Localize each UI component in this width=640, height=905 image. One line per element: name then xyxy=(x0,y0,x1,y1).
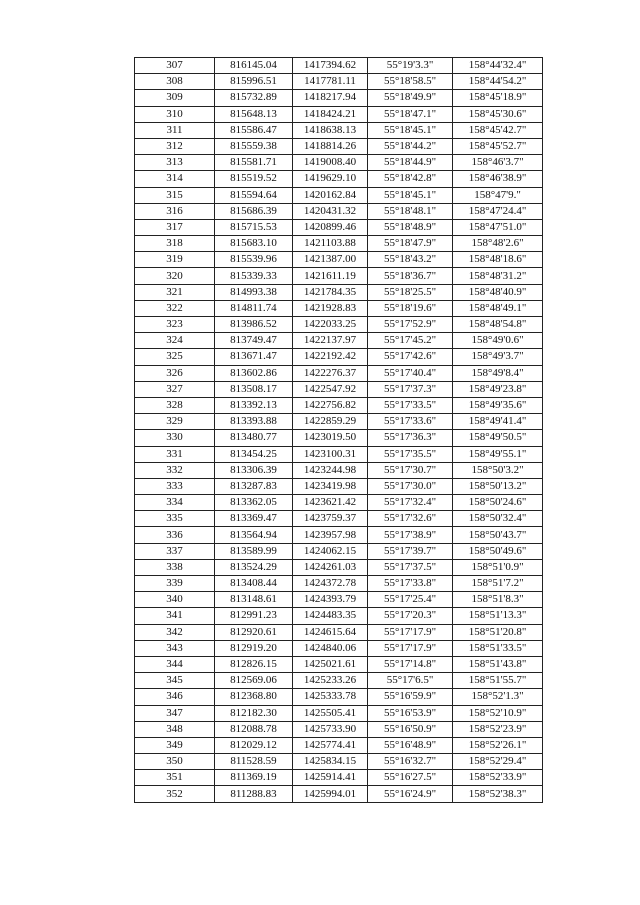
x-coordinate-cell: 815594.64 xyxy=(215,187,293,203)
y-coordinate-cell: 1425733.90 xyxy=(293,721,368,737)
latitude-cell: 55°19'3.3" xyxy=(368,58,453,74)
table-row xyxy=(135,462,543,478)
latitude-cell: 55°17'17.9" xyxy=(368,624,453,640)
table-row xyxy=(135,414,543,430)
y-coordinate-cell: 1421387.00 xyxy=(293,252,368,268)
table-row xyxy=(135,624,543,640)
x-coordinate-cell: 813508.17 xyxy=(215,381,293,397)
x-coordinate-cell: 812826.15 xyxy=(215,656,293,672)
point-number-cell: 344 xyxy=(135,656,215,672)
x-coordinate-cell: 815648.13 xyxy=(215,106,293,122)
table-row xyxy=(135,284,543,300)
x-coordinate-cell: 813480.77 xyxy=(215,430,293,446)
y-coordinate-cell: 1418814.26 xyxy=(293,138,368,154)
latitude-cell: 55°18'47.9" xyxy=(368,236,453,252)
longitude-cell: 158°52'10.9" xyxy=(453,705,543,721)
table-row xyxy=(135,300,543,316)
latitude-cell: 55°18'25.5" xyxy=(368,284,453,300)
x-coordinate-cell: 813671.47 xyxy=(215,349,293,365)
x-coordinate-cell: 815686.39 xyxy=(215,203,293,219)
latitude-cell: 55°17'40.4" xyxy=(368,365,453,381)
latitude-cell: 55°17'30.0" xyxy=(368,478,453,494)
y-coordinate-cell: 1424483.35 xyxy=(293,608,368,624)
latitude-cell: 55°18'44.2" xyxy=(368,138,453,154)
table-row xyxy=(135,365,543,381)
x-coordinate-cell: 815539.96 xyxy=(215,252,293,268)
longitude-cell: 158°48'40.9" xyxy=(453,284,543,300)
longitude-cell: 158°44'54.2" xyxy=(453,74,543,90)
x-coordinate-cell: 814811.74 xyxy=(215,300,293,316)
latitude-cell: 55°17'52.9" xyxy=(368,317,453,333)
x-coordinate-cell: 815715.53 xyxy=(215,219,293,235)
point-number-cell: 332 xyxy=(135,462,215,478)
y-coordinate-cell: 1423244.98 xyxy=(293,462,368,478)
point-number-cell: 339 xyxy=(135,576,215,592)
x-coordinate-cell: 811528.59 xyxy=(215,754,293,770)
latitude-cell: 55°18'42.8" xyxy=(368,171,453,187)
longitude-cell: 158°52'23.9" xyxy=(453,721,543,737)
point-number-cell: 340 xyxy=(135,592,215,608)
table-row xyxy=(135,478,543,494)
longitude-cell: 158°49'35.6" xyxy=(453,397,543,413)
latitude-cell: 55°17'20.3" xyxy=(368,608,453,624)
point-number-cell: 320 xyxy=(135,268,215,284)
y-coordinate-cell: 1424840.06 xyxy=(293,640,368,656)
x-coordinate-cell: 813306.39 xyxy=(215,462,293,478)
table-row xyxy=(135,397,543,413)
point-number-cell: 311 xyxy=(135,122,215,138)
latitude-cell: 55°16'48.9" xyxy=(368,737,453,753)
latitude-cell: 55°17'33.8" xyxy=(368,576,453,592)
longitude-cell: 158°49'50.5" xyxy=(453,430,543,446)
longitude-cell: 158°52'1.3" xyxy=(453,689,543,705)
latitude-cell: 55°18'19.6" xyxy=(368,300,453,316)
coordinates-table xyxy=(134,57,543,803)
point-number-cell: 333 xyxy=(135,478,215,494)
table-row xyxy=(135,349,543,365)
latitude-cell: 55°16'27.5" xyxy=(368,770,453,786)
longitude-cell: 158°44'32.4" xyxy=(453,58,543,74)
point-number-cell: 324 xyxy=(135,333,215,349)
x-coordinate-cell: 811369.19 xyxy=(215,770,293,786)
table-row xyxy=(135,106,543,122)
point-number-cell: 321 xyxy=(135,284,215,300)
latitude-cell: 55°17'39.7" xyxy=(368,543,453,559)
y-coordinate-cell: 1425834.15 xyxy=(293,754,368,770)
latitude-cell: 55°17'45.2" xyxy=(368,333,453,349)
longitude-cell: 158°51'13.3" xyxy=(453,608,543,624)
table-row xyxy=(135,786,543,802)
point-number-cell: 342 xyxy=(135,624,215,640)
x-coordinate-cell: 813148.61 xyxy=(215,592,293,608)
y-coordinate-cell: 1423100.31 xyxy=(293,446,368,462)
latitude-cell: 55°16'53.9" xyxy=(368,705,453,721)
y-coordinate-cell: 1421103.88 xyxy=(293,236,368,252)
longitude-cell: 158°51'33.5" xyxy=(453,640,543,656)
longitude-cell: 158°52'26.1" xyxy=(453,737,543,753)
table-row xyxy=(135,640,543,656)
point-number-cell: 336 xyxy=(135,527,215,543)
longitude-cell: 158°50'24.6" xyxy=(453,495,543,511)
x-coordinate-cell: 815519.52 xyxy=(215,171,293,187)
y-coordinate-cell: 1421928.83 xyxy=(293,300,368,316)
latitude-cell: 55°17'38.9" xyxy=(368,527,453,543)
y-coordinate-cell: 1424615.64 xyxy=(293,624,368,640)
longitude-cell: 158°48'31.2" xyxy=(453,268,543,284)
longitude-cell: 158°50'3.2" xyxy=(453,462,543,478)
longitude-cell: 158°45'42.7" xyxy=(453,122,543,138)
point-number-cell: 343 xyxy=(135,640,215,656)
x-coordinate-cell: 815683.10 xyxy=(215,236,293,252)
table-row xyxy=(135,187,543,203)
x-coordinate-cell: 813602.86 xyxy=(215,365,293,381)
y-coordinate-cell: 1422137.97 xyxy=(293,333,368,349)
longitude-cell: 158°52'38.3" xyxy=(453,786,543,802)
y-coordinate-cell: 1419629.10 xyxy=(293,171,368,187)
table-row xyxy=(135,527,543,543)
longitude-cell: 158°48'2.6" xyxy=(453,236,543,252)
point-number-cell: 317 xyxy=(135,219,215,235)
y-coordinate-cell: 1418638.13 xyxy=(293,122,368,138)
y-coordinate-cell: 1419008.40 xyxy=(293,155,368,171)
y-coordinate-cell: 1424372.78 xyxy=(293,576,368,592)
longitude-cell: 158°50'32.4" xyxy=(453,511,543,527)
latitude-cell: 55°18'45.1" xyxy=(368,122,453,138)
longitude-cell: 158°49'3.7" xyxy=(453,349,543,365)
longitude-cell: 158°47'51.0" xyxy=(453,219,543,235)
latitude-cell: 55°17'35.5" xyxy=(368,446,453,462)
point-number-cell: 334 xyxy=(135,495,215,511)
y-coordinate-cell: 1425505.41 xyxy=(293,705,368,721)
y-coordinate-cell: 1418217.94 xyxy=(293,90,368,106)
x-coordinate-cell: 811288.83 xyxy=(215,786,293,802)
x-coordinate-cell: 813564.94 xyxy=(215,527,293,543)
latitude-cell: 55°17'42.6" xyxy=(368,349,453,365)
y-coordinate-cell: 1423621.42 xyxy=(293,495,368,511)
latitude-cell: 55°18'36.7" xyxy=(368,268,453,284)
table-row xyxy=(135,203,543,219)
y-coordinate-cell: 1425914.41 xyxy=(293,770,368,786)
point-number-cell: 347 xyxy=(135,705,215,721)
table-row xyxy=(135,58,543,74)
longitude-cell: 158°45'18.9" xyxy=(453,90,543,106)
point-number-cell: 350 xyxy=(135,754,215,770)
y-coordinate-cell: 1421784.35 xyxy=(293,284,368,300)
table-row xyxy=(135,122,543,138)
table-row xyxy=(135,252,543,268)
x-coordinate-cell: 813589.99 xyxy=(215,543,293,559)
y-coordinate-cell: 1420899.46 xyxy=(293,219,368,235)
longitude-cell: 158°51'0.9" xyxy=(453,559,543,575)
table-row xyxy=(135,737,543,753)
longitude-cell: 158°47'9." xyxy=(453,187,543,203)
table-row xyxy=(135,592,543,608)
longitude-cell: 158°48'54.8" xyxy=(453,317,543,333)
y-coordinate-cell: 1422276.37 xyxy=(293,365,368,381)
x-coordinate-cell: 813408.44 xyxy=(215,576,293,592)
point-number-cell: 323 xyxy=(135,317,215,333)
latitude-cell: 55°17'25.4" xyxy=(368,592,453,608)
x-coordinate-cell: 813362.05 xyxy=(215,495,293,511)
latitude-cell: 55°17'37.3" xyxy=(368,381,453,397)
y-coordinate-cell: 1423019.50 xyxy=(293,430,368,446)
x-coordinate-cell: 815732.89 xyxy=(215,90,293,106)
latitude-cell: 55°18'45.1" xyxy=(368,187,453,203)
latitude-cell: 55°18'43.2" xyxy=(368,252,453,268)
x-coordinate-cell: 813986.52 xyxy=(215,317,293,333)
table-row xyxy=(135,608,543,624)
x-coordinate-cell: 815581.71 xyxy=(215,155,293,171)
table-row xyxy=(135,511,543,527)
latitude-cell: 55°17'14.8" xyxy=(368,656,453,672)
x-coordinate-cell: 813392.13 xyxy=(215,397,293,413)
longitude-cell: 158°49'23.8" xyxy=(453,381,543,397)
point-number-cell: 345 xyxy=(135,673,215,689)
table-row xyxy=(135,721,543,737)
point-number-cell: 315 xyxy=(135,187,215,203)
y-coordinate-cell: 1422756.82 xyxy=(293,397,368,413)
latitude-cell: 55°17'32.4" xyxy=(368,495,453,511)
table-row xyxy=(135,656,543,672)
latitude-cell: 55°17'30.7" xyxy=(368,462,453,478)
y-coordinate-cell: 1424062.15 xyxy=(293,543,368,559)
x-coordinate-cell: 813524.29 xyxy=(215,559,293,575)
longitude-cell: 158°46'38.9" xyxy=(453,171,543,187)
longitude-cell: 158°48'49.1" xyxy=(453,300,543,316)
table-row xyxy=(135,495,543,511)
longitude-cell: 158°50'13.2" xyxy=(453,478,543,494)
longitude-cell: 158°51'8.3" xyxy=(453,592,543,608)
y-coordinate-cell: 1422033.25 xyxy=(293,317,368,333)
table-row xyxy=(135,317,543,333)
point-number-cell: 331 xyxy=(135,446,215,462)
table-row xyxy=(135,754,543,770)
y-coordinate-cell: 1424393.79 xyxy=(293,592,368,608)
latitude-cell: 55°16'50.9" xyxy=(368,721,453,737)
x-coordinate-cell: 815586.47 xyxy=(215,122,293,138)
longitude-cell: 158°51'20.8" xyxy=(453,624,543,640)
x-coordinate-cell: 815339.33 xyxy=(215,268,293,284)
point-number-cell: 349 xyxy=(135,737,215,753)
point-number-cell: 318 xyxy=(135,236,215,252)
longitude-cell: 158°49'0.6" xyxy=(453,333,543,349)
longitude-cell: 158°45'52.7" xyxy=(453,138,543,154)
table-row xyxy=(135,689,543,705)
table-row xyxy=(135,171,543,187)
latitude-cell: 55°18'48.1" xyxy=(368,203,453,219)
latitude-cell: 55°18'58.5" xyxy=(368,74,453,90)
point-number-cell: 313 xyxy=(135,155,215,171)
point-number-cell: 319 xyxy=(135,252,215,268)
latitude-cell: 55°18'47.1" xyxy=(368,106,453,122)
point-number-cell: 338 xyxy=(135,559,215,575)
longitude-cell: 158°49'55.1" xyxy=(453,446,543,462)
y-coordinate-cell: 1420162.84 xyxy=(293,187,368,203)
point-number-cell: 325 xyxy=(135,349,215,365)
y-coordinate-cell: 1418424.21 xyxy=(293,106,368,122)
latitude-cell: 55°17'6.5" xyxy=(368,673,453,689)
table-row xyxy=(135,138,543,154)
x-coordinate-cell: 812991.23 xyxy=(215,608,293,624)
x-coordinate-cell: 812029.12 xyxy=(215,737,293,753)
latitude-cell: 55°17'32.6" xyxy=(368,511,453,527)
table-row xyxy=(135,770,543,786)
latitude-cell: 55°17'17.9" xyxy=(368,640,453,656)
longitude-cell: 158°52'33.9" xyxy=(453,770,543,786)
point-number-cell: 330 xyxy=(135,430,215,446)
point-number-cell: 352 xyxy=(135,786,215,802)
point-number-cell: 335 xyxy=(135,511,215,527)
y-coordinate-cell: 1424261.03 xyxy=(293,559,368,575)
x-coordinate-cell: 813749.47 xyxy=(215,333,293,349)
latitude-cell: 55°16'32.7" xyxy=(368,754,453,770)
x-coordinate-cell: 812919.20 xyxy=(215,640,293,656)
point-number-cell: 327 xyxy=(135,381,215,397)
point-number-cell: 309 xyxy=(135,90,215,106)
x-coordinate-cell: 812920.61 xyxy=(215,624,293,640)
longitude-cell: 158°47'24.4" xyxy=(453,203,543,219)
x-coordinate-cell: 812368.80 xyxy=(215,689,293,705)
point-number-cell: 351 xyxy=(135,770,215,786)
table-row xyxy=(135,559,543,575)
point-number-cell: 341 xyxy=(135,608,215,624)
table-row xyxy=(135,155,543,171)
y-coordinate-cell: 1423759.37 xyxy=(293,511,368,527)
x-coordinate-cell: 813287.83 xyxy=(215,478,293,494)
table-row xyxy=(135,74,543,90)
y-coordinate-cell: 1423957.98 xyxy=(293,527,368,543)
point-number-cell: 308 xyxy=(135,74,215,90)
latitude-cell: 55°16'59.9" xyxy=(368,689,453,705)
y-coordinate-cell: 1422547.92 xyxy=(293,381,368,397)
latitude-cell: 55°17'37.5" xyxy=(368,559,453,575)
y-coordinate-cell: 1425994.01 xyxy=(293,786,368,802)
x-coordinate-cell: 813454.25 xyxy=(215,446,293,462)
y-coordinate-cell: 1423419.98 xyxy=(293,478,368,494)
longitude-cell: 158°46'3.7" xyxy=(453,155,543,171)
y-coordinate-cell: 1425233.26 xyxy=(293,673,368,689)
y-coordinate-cell: 1420431.32 xyxy=(293,203,368,219)
y-coordinate-cell: 1422192.42 xyxy=(293,349,368,365)
latitude-cell: 55°16'24.9" xyxy=(368,786,453,802)
point-number-cell: 312 xyxy=(135,138,215,154)
x-coordinate-cell: 816145.04 xyxy=(215,58,293,74)
x-coordinate-cell: 812182.30 xyxy=(215,705,293,721)
x-coordinate-cell: 812088.78 xyxy=(215,721,293,737)
x-coordinate-cell: 815559.38 xyxy=(215,138,293,154)
longitude-cell: 158°45'30.6" xyxy=(453,106,543,122)
y-coordinate-cell: 1425333.78 xyxy=(293,689,368,705)
x-coordinate-cell: 815996.51 xyxy=(215,74,293,90)
point-number-cell: 322 xyxy=(135,300,215,316)
y-coordinate-cell: 1417394.62 xyxy=(293,58,368,74)
x-coordinate-cell: 812569.06 xyxy=(215,673,293,689)
x-coordinate-cell: 813369.47 xyxy=(215,511,293,527)
latitude-cell: 55°18'48.9" xyxy=(368,219,453,235)
point-number-cell: 329 xyxy=(135,414,215,430)
table-row xyxy=(135,430,543,446)
y-coordinate-cell: 1417781.11 xyxy=(293,74,368,90)
point-number-cell: 328 xyxy=(135,397,215,413)
table-row xyxy=(135,576,543,592)
longitude-cell: 158°49'41.4" xyxy=(453,414,543,430)
point-number-cell: 316 xyxy=(135,203,215,219)
table-row xyxy=(135,381,543,397)
longitude-cell: 158°51'55.7" xyxy=(453,673,543,689)
x-coordinate-cell: 814993.38 xyxy=(215,284,293,300)
y-coordinate-cell: 1425774.41 xyxy=(293,737,368,753)
table-row xyxy=(135,236,543,252)
table-body xyxy=(135,58,543,803)
point-number-cell: 307 xyxy=(135,58,215,74)
longitude-cell: 158°50'43.7" xyxy=(453,527,543,543)
longitude-cell: 158°51'7.2" xyxy=(453,576,543,592)
longitude-cell: 158°49'8.4" xyxy=(453,365,543,381)
table-row xyxy=(135,705,543,721)
y-coordinate-cell: 1422859.29 xyxy=(293,414,368,430)
point-number-cell: 314 xyxy=(135,171,215,187)
latitude-cell: 55°17'33.6" xyxy=(368,414,453,430)
table-row xyxy=(135,333,543,349)
latitude-cell: 55°17'33.5" xyxy=(368,397,453,413)
y-coordinate-cell: 1425021.61 xyxy=(293,656,368,672)
table-row xyxy=(135,219,543,235)
table-row xyxy=(135,543,543,559)
table-row xyxy=(135,446,543,462)
longitude-cell: 158°48'18.6" xyxy=(453,252,543,268)
y-coordinate-cell: 1421611.19 xyxy=(293,268,368,284)
point-number-cell: 326 xyxy=(135,365,215,381)
point-number-cell: 346 xyxy=(135,689,215,705)
latitude-cell: 55°18'49.9" xyxy=(368,90,453,106)
longitude-cell: 158°51'43.8" xyxy=(453,656,543,672)
x-coordinate-cell: 813393.88 xyxy=(215,414,293,430)
point-number-cell: 310 xyxy=(135,106,215,122)
point-number-cell: 348 xyxy=(135,721,215,737)
table-row xyxy=(135,673,543,689)
table-row xyxy=(135,268,543,284)
longitude-cell: 158°50'49.6" xyxy=(453,543,543,559)
point-number-cell: 337 xyxy=(135,543,215,559)
table-row xyxy=(135,90,543,106)
latitude-cell: 55°17'36.3" xyxy=(368,430,453,446)
longitude-cell: 158°52'29.4" xyxy=(453,754,543,770)
latitude-cell: 55°18'44.9" xyxy=(368,155,453,171)
